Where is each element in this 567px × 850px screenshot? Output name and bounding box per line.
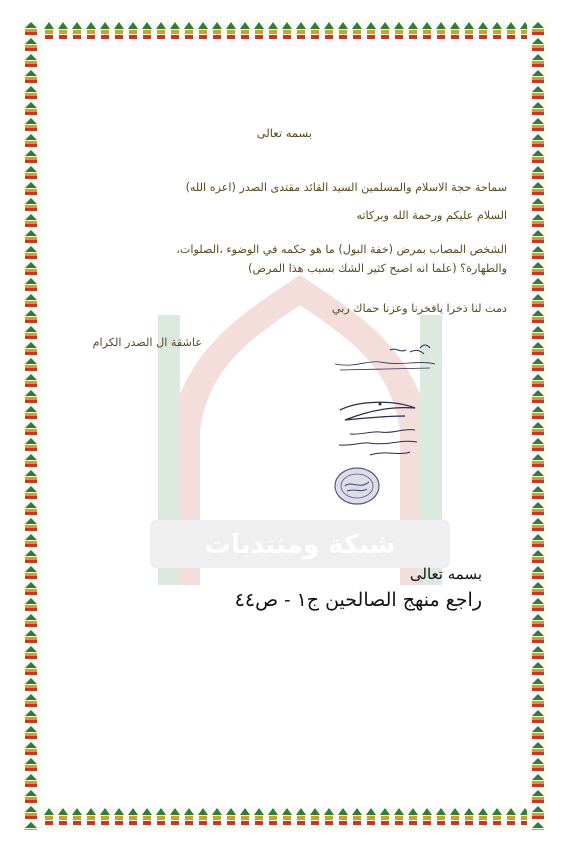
official-seal (333, 466, 381, 506)
letter-addressee: سماحة حجة الاسلام والمسلمين السيد القائد مقتدى الصدر (اعزه الله) (185, 181, 507, 194)
letter-greeting: السلام عليكم ورحمة الله وبركاته (356, 209, 507, 222)
letter-question-line-2: والطهارة؟ (علما انه اصبح كثير الشك بسبب هذا المرض) (248, 262, 507, 275)
letter-sender: عاشقة ال الصدر الكرام (92, 336, 202, 349)
border-left (20, 20, 42, 830)
letter-question-line-1: الشخص المصاب بمرض (خفة البول) ما هو حكمه في الوضوء ،الصلوات، (176, 243, 507, 256)
border-top (0, 20, 567, 42)
letter-heading: بسمه تعالى (256, 126, 312, 140)
border-right (527, 20, 549, 830)
answer-heading: بسمه تعالى (409, 565, 482, 583)
letter-closing: دمت لنا ذخرا يافخرنا وعزنا حماك ربي (331, 302, 507, 315)
answer-text: راجع منهج الصالحين ج١ - ص٤٤ (234, 589, 482, 611)
watermark-banner-text: شبكة ومنتديات (204, 530, 396, 560)
signature (325, 398, 425, 460)
border-bottom (0, 806, 567, 828)
handwritten-note (330, 338, 440, 378)
